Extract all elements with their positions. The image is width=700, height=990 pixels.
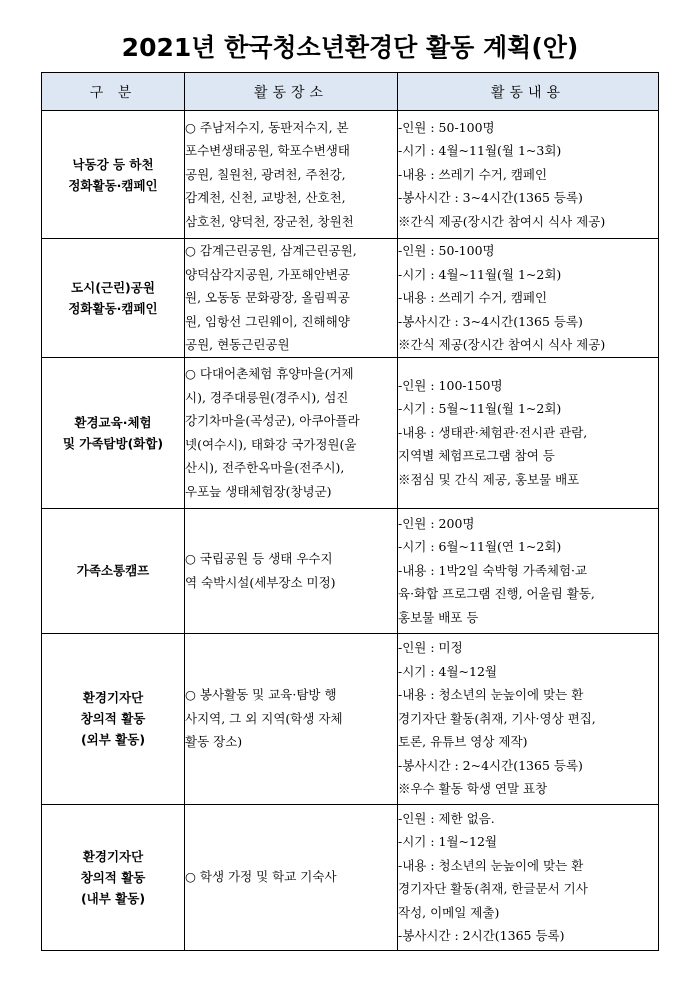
category-line: 환경기자단 bbox=[82, 848, 144, 864]
category-cell bbox=[42, 357, 185, 508]
detail-line: ※간식 제공(장시간 참여시 식사 제공) bbox=[398, 213, 606, 229]
table-row bbox=[42, 804, 659, 950]
detail-line: -봉사시간 : 2시간(1365 등록) bbox=[398, 928, 565, 943]
detail-line: -시기 : 1월~12월 bbox=[398, 834, 498, 849]
place-line: 산시), 전주한옥마을(전주시), bbox=[185, 460, 345, 475]
detail-line: -인원 : 미정 bbox=[398, 640, 463, 656]
detail-line: -인원 : 50-100명 bbox=[398, 243, 495, 258]
place-cell bbox=[185, 239, 398, 358]
document-title: 2021년 한국청소년환경단 활동 계획(안) bbox=[121, 33, 579, 62]
detail-line: -내용 : 청소년의 눈높이에 맞는 환 bbox=[398, 687, 584, 703]
detail-line: -시기 : 4월~11월(월 1~3회) bbox=[398, 143, 562, 159]
place-line: 원, 임항선 그린웨이, 진해해양 bbox=[185, 313, 350, 329]
place-line: ○ 감계근린공원, 삼계근린공원, bbox=[185, 243, 357, 258]
category-cell bbox=[42, 804, 185, 950]
place-line: 양덕삼각지공원, 가포해안변공 bbox=[185, 266, 350, 282]
header-category: 구 분 bbox=[42, 73, 185, 111]
detail-line: ※간식 제공(장시간 참여시 식사 제공) bbox=[398, 337, 606, 352]
detail-line: -내용 : 쓰레기 수거, 캠페인 bbox=[398, 166, 548, 182]
category-line: 가족소통캠프 bbox=[76, 563, 150, 578]
place-line: 활동 장소) bbox=[185, 734, 243, 750]
detail-line: -인원 : 200명 bbox=[398, 515, 475, 531]
category-cell bbox=[42, 508, 185, 633]
category-line: 및 가족탐방(화합) bbox=[62, 435, 164, 451]
place-line: 넷(여수시), 태화강 국가정원(울 bbox=[185, 436, 357, 452]
category-line: (외부 활동) bbox=[80, 732, 146, 747]
category-cell bbox=[42, 239, 185, 358]
place-line: ○ 학생 가정 및 학교 기숙사 bbox=[185, 869, 337, 885]
place-line: 감계천, 신천, 교방천, 산호천, bbox=[185, 190, 346, 206]
detail-line: -내용 : 청소년의 눈높이에 맞는 환 bbox=[398, 857, 584, 873]
place-line: ○ 국립공원 등 생태 우수지 bbox=[185, 551, 333, 566]
detail-line: ※우수 활동 학생 연말 표창 bbox=[398, 781, 548, 797]
table-row bbox=[42, 111, 659, 239]
detail-line: -봉사시간 : 3~4시간(1365 등록) bbox=[398, 190, 583, 206]
table-row bbox=[42, 357, 659, 508]
category-line: 환경기자단 bbox=[82, 690, 144, 705]
category-line: (내부 활동) bbox=[80, 890, 146, 906]
place-cell bbox=[185, 111, 398, 239]
detail-line: -봉사시간 : 3~4시간(1365 등록) bbox=[398, 313, 583, 329]
detail-cell bbox=[398, 804, 659, 950]
place-line: 원, 오동동 문화광장, 올림픽공 bbox=[185, 290, 350, 305]
detail-line: ※점심 및 간식 제공, 홍보물 배포 bbox=[398, 471, 580, 487]
place-line: 역 숙박시설(세부장소 미정) bbox=[185, 574, 336, 590]
category-line: 도시(근린)공원 bbox=[71, 279, 155, 295]
detail-line: 육·화합 프로그램 진행, 어울림 활동, bbox=[398, 586, 595, 602]
detail-line: -인원 : 제한 없음. bbox=[398, 810, 495, 826]
detail-line: 토론, 유튜브 영상 제작) bbox=[398, 734, 528, 750]
table-row bbox=[42, 239, 659, 358]
place-line: 강기차마을(곡성군), 아쿠아플라 bbox=[185, 413, 360, 428]
place-line: ○ 다대어촌체험 휴양마을(거제 bbox=[185, 366, 354, 381]
table-header-row bbox=[42, 73, 659, 111]
category-line: 창의적 활동 bbox=[80, 869, 146, 885]
category-cell bbox=[42, 111, 185, 239]
detail-line: -인원 : 50-100명 bbox=[398, 119, 495, 135]
detail-line: 작성, 이메일 제출) bbox=[398, 904, 500, 920]
place-cell bbox=[185, 633, 398, 804]
detail-line: -봉사시간 : 2~4시간(1365 등록) bbox=[398, 757, 583, 773]
place-cell bbox=[185, 357, 398, 508]
detail-line: -시기 : 5월~11월(월 1~2회) bbox=[398, 401, 562, 417]
place-line: 공원, 현동근린공원 bbox=[185, 337, 290, 352]
detail-line: 경기자단 활동(취재, 기사·영상 편집, bbox=[398, 710, 596, 726]
place-cell bbox=[185, 508, 398, 633]
detail-line: -내용 : 쓰레기 수거, 캠페인 bbox=[398, 290, 548, 305]
category-line: 환경교육·체험 bbox=[74, 414, 152, 430]
category-line: 창의적 활동 bbox=[80, 711, 146, 726]
category-line: 정화활동·캠페인 bbox=[68, 177, 158, 193]
category-cell bbox=[42, 633, 185, 804]
header-content: 활동내용 bbox=[398, 73, 659, 111]
detail-cell bbox=[398, 111, 659, 239]
place-line: 사지역, 그 외 지역(학생 자체 bbox=[185, 710, 343, 726]
detail-line: -인원 : 100-150명 bbox=[398, 377, 503, 393]
category-line: 정화활동·캠페인 bbox=[68, 300, 158, 316]
detail-cell bbox=[398, 633, 659, 804]
activity-plan-table bbox=[41, 72, 659, 951]
place-line: 포수변생태공원, 학포수변생태 bbox=[185, 143, 350, 159]
detail-line: -내용 : 1박2일 숙박형 가족체험·교 bbox=[398, 562, 588, 578]
detail-cell bbox=[398, 508, 659, 633]
detail-line: -시기 : 4월~12월 bbox=[398, 663, 498, 679]
detail-line: 경기자단 활동(취재, 한글문서 기사 bbox=[398, 881, 588, 896]
place-line: ○ 봉사활동 및 교육·탐방 행 bbox=[185, 687, 337, 703]
category-line: 낙동강 등 하천 bbox=[72, 156, 154, 172]
detail-line: 홍보물 배포 등 bbox=[398, 609, 479, 625]
detail-line: 지역별 체험프로그램 참여 등 bbox=[398, 448, 555, 464]
detail-cell bbox=[398, 239, 659, 358]
table-row bbox=[42, 508, 659, 633]
place-line: 공원, 칠원천, 광려천, 주천강, bbox=[185, 166, 346, 182]
header-place: 활동장소 bbox=[185, 73, 398, 111]
table-row bbox=[42, 633, 659, 804]
detail-line: -내용 : 생태관·체험관·전시관 관람, bbox=[398, 424, 588, 440]
detail-line: -시기 : 6월~11월(연 1~2회) bbox=[398, 539, 562, 555]
place-cell bbox=[185, 804, 398, 950]
detail-cell bbox=[398, 357, 659, 508]
place-line: 시), 경주대릉원(경주시), 섬진 bbox=[185, 389, 349, 405]
place-line: 삼호천, 양덕천, 장군천, 창원천 bbox=[185, 213, 354, 229]
place-line: 우포늪 생태체험장(창녕군) bbox=[185, 483, 332, 499]
place-line: ○ 주남저수지, 동판저수지, 본 bbox=[185, 119, 349, 135]
detail-line: -시기 : 4월~11월(월 1~2회) bbox=[398, 266, 562, 282]
